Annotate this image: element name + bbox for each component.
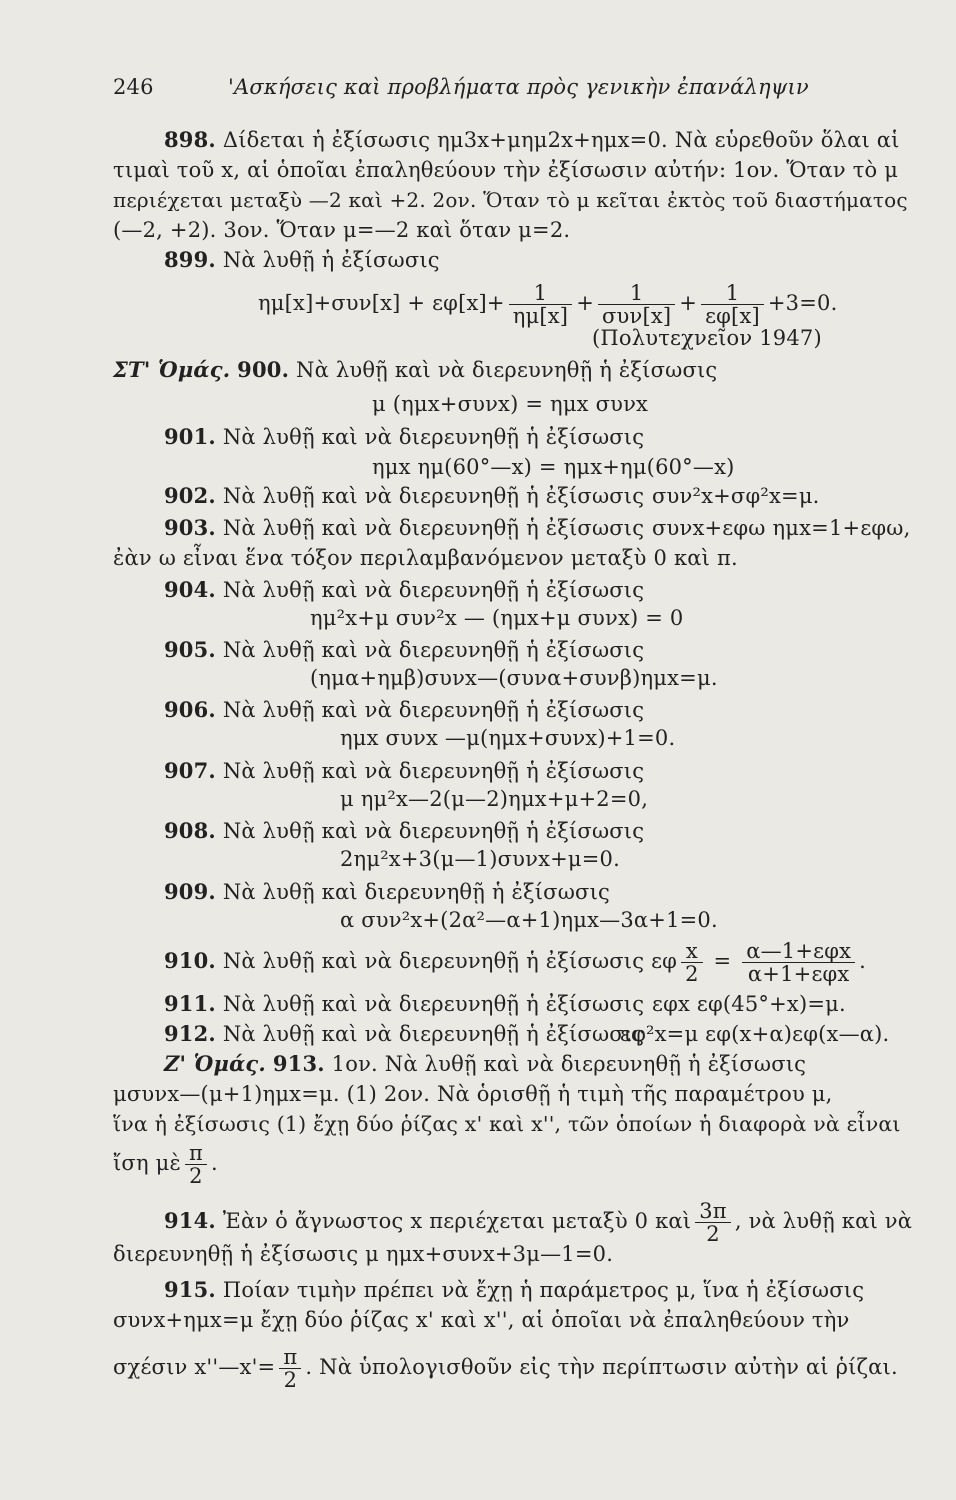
fraction [701, 282, 764, 327]
exercise-908-line-1 [164, 819, 644, 843]
exercise-901-equation: ημx ημ(60°—x) = ημx+ημ(60°—x) [372, 455, 735, 479]
exercise-number: 900. [237, 357, 290, 382]
exercise-text: Νὰ λυθῇ καὶ νὰ διερευνηθῇ ἡ ἐξίσωσις [222, 1022, 645, 1046]
numerator: 1 [533, 281, 548, 305]
exercise-911-equation: εφx εφ(45°+x)=μ. [652, 992, 846, 1016]
exercise-915-line-2: συνx+ημx=μ ἔχῃ δύο ῥίζας x' καὶ x'', αἱ ὁποῖαι νὰ ἐπαληθεύουν τὴν [113, 1308, 850, 1332]
denominator: α+1+εφx [742, 962, 855, 985]
equation-end: +3=0. [767, 291, 838, 315]
exercise-900-equation: μ (ημx+συνx) = ημx συνx [372, 392, 649, 416]
exercise-number: 903. [164, 515, 216, 540]
denominator: ημ[x] [509, 304, 572, 327]
fraction [598, 282, 675, 327]
exercise-913-line-1 [164, 1052, 806, 1076]
exercise-number: 904. [164, 577, 216, 602]
plus-sign: + [679, 291, 698, 315]
exercise-911-line-1 [164, 992, 644, 1016]
exercise-number: 911. [164, 991, 216, 1016]
period: . [859, 949, 867, 973]
exercise-910-line [164, 940, 866, 985]
exercise-907-line-1 [164, 759, 644, 783]
exercise-number: 910. [164, 948, 216, 973]
exercise-text: , νὰ λυθῇ καὶ νὰ [734, 1209, 913, 1233]
exercise-901-line-1 [164, 425, 644, 449]
exercise-text: Νὰ λυθῇ καὶ νὰ διερευνηθῇ ἡ ἐξίσωσις εφ [222, 949, 678, 973]
equals-sign: = [713, 949, 732, 973]
numerator: α—1+εφx [746, 939, 852, 963]
denominator: 2 [681, 962, 703, 985]
exercise-text: Νὰ λυθῇ καὶ νὰ διερευνηθῇ ἡ ἐξίσωσις [222, 698, 645, 722]
exercise-903-line-1 [164, 516, 644, 540]
section-label: ΣΤ' Ὁμάς. [113, 357, 231, 382]
fraction [681, 940, 703, 985]
exercise-902-equation: συν²x+σφ²x=μ. [652, 484, 820, 508]
exercise-898-line-4: (—2, +2). 3ον. Ὅταν μ=—2 καὶ ὅταν μ=2. [113, 218, 571, 242]
plus-sign: + [576, 291, 594, 315]
exercise-907-equation: μ ημ²x—2(μ—2)ημx+μ+2=0, [340, 787, 649, 811]
exercise-number: 901. [164, 424, 216, 449]
exercise-899-equation [258, 282, 837, 327]
numerator: x [685, 939, 698, 963]
exercise-909-equation: α συν²x+(2α²—α+1)ημx—3α+1=0. [340, 908, 718, 932]
fraction [279, 1346, 301, 1391]
exercise-904-line-1 [164, 578, 644, 602]
exercise-text: Νὰ λυθῇ καὶ νὰ διερευνηθῇ ἡ ἐξίσωσις [222, 638, 645, 662]
denominator: 2 [279, 1368, 301, 1391]
exercise-number: 906. [164, 697, 216, 722]
exercise-906-line-1 [164, 698, 644, 722]
exercise-number: 915. [164, 1277, 216, 1302]
denominator: εφ[x] [701, 304, 764, 327]
exercise-text: Δίδεται ἡ ἐξίσωσις ημ3x+μημ2x+ημx=0. Νὰ εὑρεθοῦν ὅλαι αἱ [222, 128, 900, 152]
exercise-text: Νὰ λυθῇ καὶ νὰ διερευνηθῇ ἡ ἐξίσωσις [222, 425, 645, 449]
exercise-913-line-2: μσυνx—(μ+1)ημx=μ. (1) 2ον. Νὰ ὁρισθῇ ἡ τιμὴ τῆς παραμέτρου μ, [113, 1082, 833, 1106]
exercise-903-equation: συνx+εφω ημx=1+εφω, [652, 516, 911, 540]
exercise-number: 902. [164, 483, 216, 508]
numerator: π [283, 1345, 298, 1369]
exercise-number: 913. [272, 1051, 325, 1076]
denominator: 2 [695, 1222, 731, 1245]
exercise-913-line-3: ἵνα ἡ ἐξίσωσις (1) ἔχῃ δύο ῥίζας x' καὶ x'', τῶν ὁποίων ἡ διαφορὰ νὰ εἶναι [113, 1112, 901, 1136]
exercise-text: Ποίαν τιμὴν πρέπει νὰ ἔχῃ ἡ παράμετρος μ, ἵνα ἡ ἐξίσωσις [222, 1278, 865, 1302]
page-number: 246 [113, 75, 154, 99]
fraction [509, 282, 572, 327]
numerator: 1 [629, 281, 644, 305]
exercise-number: 907. [164, 758, 216, 783]
exercise-905-line-1 [164, 638, 644, 662]
exercise-text: Νὰ λυθῇ καὶ νὰ διερευνηθῇ ἡ ἐξίσωσις [222, 992, 645, 1016]
denominator: συν[x] [598, 304, 675, 327]
exercise-898-line-3: περιέχεται μεταξὺ —2 καὶ +2. 2ον. Ὅταν τὸ μ κεῖται ἐκτὸς τοῦ διαστήματος [113, 188, 908, 212]
running-title: 'Ασκήσεις καὶ προβλήματα πρὸς γενικὴν ἐπανάληψιν [228, 75, 809, 99]
exercise-906-equation: ημx συνx —μ(ημx+συνx)+1=0. [340, 726, 676, 750]
denominator: 2 [185, 1164, 207, 1187]
equation-start: ημ[x]+συν[x] + εφ[x]+ [258, 291, 505, 315]
exercise-912-line-1 [164, 1022, 644, 1046]
exercise-915-line-1 [164, 1278, 864, 1302]
fraction [742, 940, 855, 985]
exercise-914-line-2: διερευνηθῇ ἡ ἐξίσωσις μ ημx+συνx+3μ—1=0. [113, 1242, 614, 1266]
exercise-number: 909. [164, 879, 216, 904]
exercise-text: Νὰ λυθῇ ἡ ἐξίσωσις [222, 248, 440, 272]
exercise-912-equation: εφ²x=μ εφ(x+α)εφ(x—α). [620, 1022, 890, 1046]
period: . [210, 1151, 218, 1175]
exercise-903-line-2: ἐὰν ω εἶναι ἕνα τόξον περιλαμβανόμενον μεταξὺ 0 καὶ π. [113, 546, 738, 570]
numerator: 1 [725, 281, 740, 305]
fraction [185, 1142, 207, 1187]
exercise-913-line-4 [113, 1142, 218, 1187]
exercise-899-source: (Πολυτεχνεῖον 1947) [592, 326, 822, 350]
exercise-915-line-3 [113, 1346, 898, 1391]
exercise-text: Νὰ λυθῇ καὶ διερευνηθῇ ἡ ἐξίσωσις [222, 880, 610, 904]
exercise-text: Νὰ λυθῇ καὶ νὰ διερευνηθῇ ἡ ἐξίσωσις [222, 578, 645, 602]
exercise-text: . Νὰ ὑπολογισθοῦν εἰς τὴν περίπτωσιν αὐτὴν αἱ ῥίζαι. [305, 1355, 898, 1379]
numerator: π [188, 1141, 203, 1165]
exercise-900-line-1 [113, 358, 717, 382]
exercise-number: 898. [164, 127, 216, 152]
exercise-number: 905. [164, 637, 216, 662]
exercise-904-equation: ημ²x+μ συν²x — (ημx+μ συνx) = 0 [310, 606, 684, 630]
exercise-908-equation: 2ημ²x+3(μ—1)συνx+μ=0. [340, 847, 620, 871]
fraction [695, 1200, 731, 1245]
exercise-text: Νὰ λυθῇ καὶ νὰ διερευνηθῇ ἡ ἐξίσωσις [222, 819, 645, 843]
exercise-898-line-1 [164, 128, 900, 152]
exercise-914-line-1 [164, 1200, 912, 1245]
exercise-902-line-1 [164, 484, 644, 508]
exercise-text: Ἐὰν ὁ ἄγνωστος x περιέχεται μεταξὺ 0 καὶ [222, 1209, 692, 1233]
exercise-898-line-2: τιμαὶ τοῦ x, αἱ ὁποῖαι ἐπαληθεύουν τὴν ἐξίσωσιν αὐτήν: 1ον. Ὅταν τὸ μ [113, 158, 899, 182]
exercise-number: 912. [164, 1021, 216, 1046]
exercise-text: 1ον. Νὰ λυθῇ καὶ νὰ διερευνηθῇ ἡ ἐξίσωσις [331, 1052, 807, 1076]
exercise-899-line-1 [164, 248, 440, 272]
exercise-number: 914. [164, 1208, 216, 1233]
exercise-text: Νὰ λυθῇ καὶ νὰ διερευνηθῇ ἡ ἐξίσωσις [222, 484, 645, 508]
exercise-text: Νὰ λυθῇ καὶ νὰ διερευνηθῇ ἡ ἐξίσωσις [296, 358, 718, 382]
exercise-909-line-1 [164, 880, 610, 904]
exercise-text: ἴση μὲ [113, 1151, 181, 1175]
numerator: 3π [699, 1199, 727, 1223]
exercise-number: 899. [164, 247, 216, 272]
exercise-text: σχέσιν x''—x'= [113, 1355, 276, 1379]
section-label: Ζ' Ὁμάς. [164, 1051, 266, 1076]
exercise-905-equation: (ημα+ημβ)συνx—(συνα+συνβ)ημx=μ. [310, 666, 718, 690]
exercise-text: Νὰ λυθῇ καὶ νὰ διερευνηθῇ ἡ ἐξίσωσις [222, 759, 645, 783]
exercise-number: 908. [164, 818, 216, 843]
exercise-text: Νὰ λυθῇ καὶ νὰ διερευνηθῇ ἡ ἐξίσωσις [222, 516, 645, 540]
